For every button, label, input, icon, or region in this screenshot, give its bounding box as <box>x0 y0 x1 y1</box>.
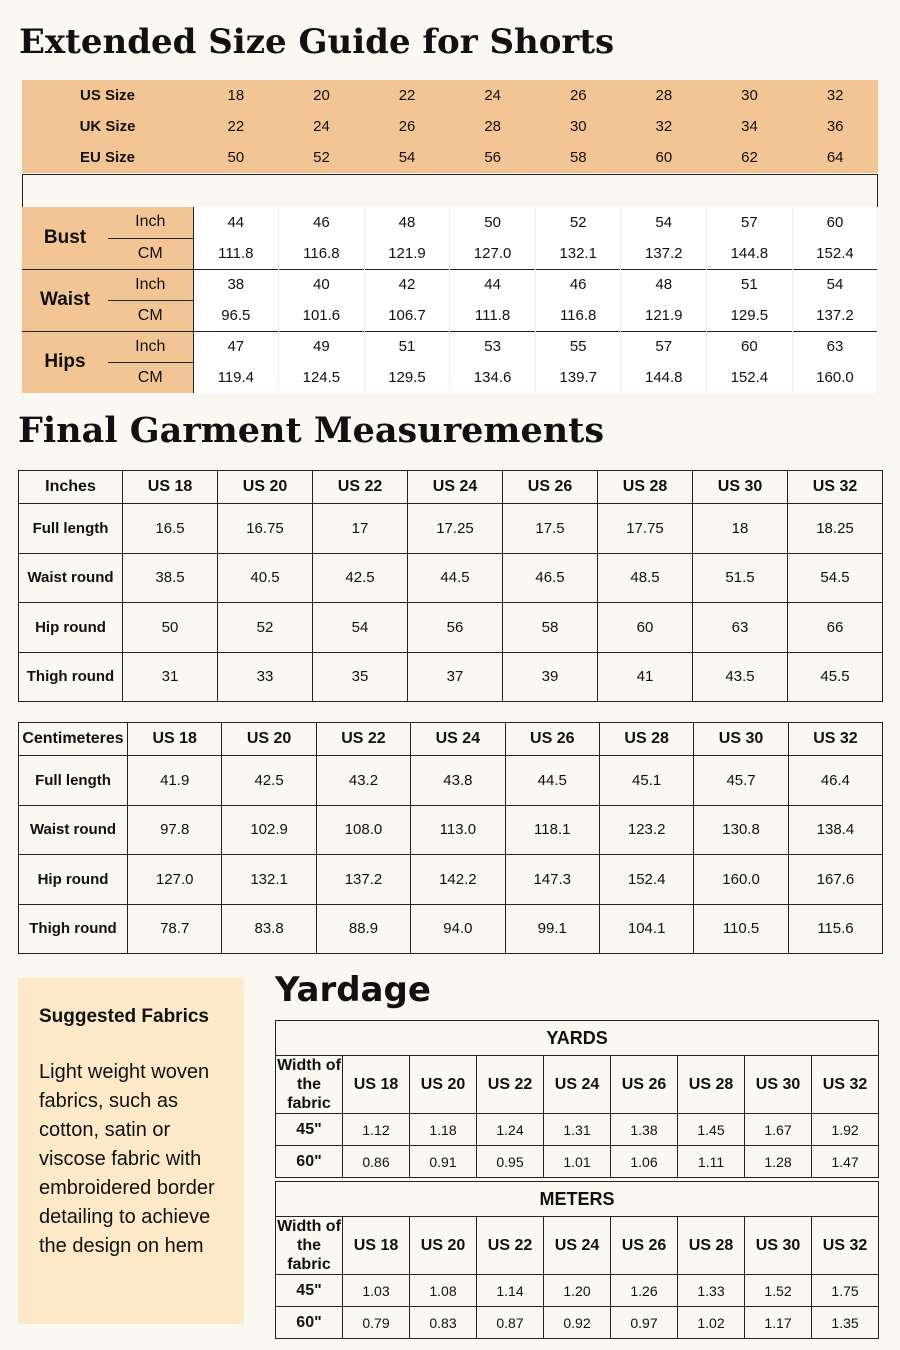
measurement-value: 52 <box>535 207 621 238</box>
size-header: US 30 <box>694 723 788 756</box>
table-cell: 1.06 <box>611 1146 678 1178</box>
size-header: US 28 <box>598 471 693 504</box>
width-label: Width of the fabric <box>277 1218 341 1273</box>
table-cell: 42.5 <box>222 756 316 806</box>
measurement-value: 152.4 <box>792 238 878 269</box>
measurement-value: 51 <box>364 331 450 362</box>
table-cell: 58 <box>503 603 598 653</box>
size-row-label: US Size <box>80 87 136 104</box>
table-cell: 160.0 <box>694 855 788 905</box>
table-row <box>276 1146 879 1178</box>
row-label: Full length <box>19 504 123 554</box>
table-cell: 113.0 <box>411 805 505 855</box>
table-cell: 1.01 <box>544 1146 611 1178</box>
measurement-row <box>22 269 878 300</box>
header-row <box>19 723 883 756</box>
table-cell: 110.5 <box>694 904 788 954</box>
measurement-value: 124.5 <box>279 362 365 393</box>
table-cell: 0.79 <box>343 1307 410 1339</box>
table-cell: 83.8 <box>222 904 316 954</box>
table-cell: 40.5 <box>218 553 313 603</box>
size-value: 26 <box>398 118 416 135</box>
table-cell: 1.52 <box>745 1275 812 1307</box>
measurement-value: 116.8 <box>279 238 365 269</box>
measurement-value: 60 <box>707 331 793 362</box>
table-cell: 0.83 <box>410 1307 477 1339</box>
table-cell: 1.67 <box>745 1114 812 1146</box>
size-header: US 30 <box>745 1056 812 1114</box>
size-header: US 30 <box>693 471 788 504</box>
measurement-row <box>22 362 878 393</box>
size-header: US 28 <box>599 723 693 756</box>
table-cell: 39 <box>503 652 598 702</box>
unit-label: CM <box>108 238 193 269</box>
table-cell: 33 <box>218 652 313 702</box>
table-cell: 132.1 <box>222 855 316 905</box>
table-cell: 94.0 <box>411 904 505 954</box>
row-label: 45" <box>276 1275 343 1307</box>
row-label: Thigh round <box>19 652 123 702</box>
measurement-value: 47 <box>193 331 279 362</box>
header-row <box>276 1056 879 1114</box>
table-cell: 137.2 <box>316 855 410 905</box>
measurement-value: 44 <box>450 269 536 300</box>
table-cell: 17.5 <box>503 504 598 554</box>
table-row <box>19 504 883 554</box>
measurement-value: 116.8 <box>535 300 621 331</box>
table-cell: 1.08 <box>410 1275 477 1307</box>
body-measurement-table <box>22 207 878 393</box>
measurement-value: 121.9 <box>621 300 707 331</box>
table-row <box>19 855 883 905</box>
table-title: YARDS <box>276 1021 879 1056</box>
garment-title: Final Garment Measurements <box>18 410 605 451</box>
size-header: US 26 <box>503 471 598 504</box>
row-label: 45" <box>276 1114 343 1146</box>
size-row <box>22 142 878 173</box>
unit-label: Inch <box>108 207 193 238</box>
size-header: US 32 <box>812 1056 879 1114</box>
measurement-value: 42 <box>364 269 450 300</box>
size-value: 22 <box>227 118 245 135</box>
measurement-value: 46 <box>535 269 621 300</box>
table-cell: 38.5 <box>123 553 218 603</box>
row-label: 60" <box>276 1307 343 1339</box>
measurement-value: 137.2 <box>621 238 707 269</box>
table-cell: 41.9 <box>128 756 222 806</box>
table-cell: 78.7 <box>128 904 222 954</box>
unit-label: CM <box>108 300 193 331</box>
table-cell: 1.11 <box>678 1146 745 1178</box>
table-cell: 118.1 <box>505 805 599 855</box>
measurement-value: 54 <box>621 207 707 238</box>
unit-label: Inch <box>108 269 193 300</box>
size-value: 32 <box>655 118 673 135</box>
table-row <box>276 1307 879 1339</box>
table-cell: 1.24 <box>477 1114 544 1146</box>
table-cell: 66 <box>788 603 883 653</box>
table-row <box>19 805 883 855</box>
size-header: US 18 <box>123 471 218 504</box>
row-label: Thigh round <box>19 904 128 954</box>
table-cell: 104.1 <box>599 904 693 954</box>
row-label: Full length <box>19 756 128 806</box>
measurement-value: 106.7 <box>364 300 450 331</box>
measurement-value: 60 <box>792 207 878 238</box>
table-cell: 45.7 <box>694 756 788 806</box>
size-conversion-table <box>22 80 878 173</box>
size-value: 28 <box>655 87 673 104</box>
row-label: Hip round <box>19 855 128 905</box>
size-value: 52 <box>313 149 330 166</box>
measurement-value: 134.6 <box>450 362 536 393</box>
measurement-value: 51 <box>707 269 793 300</box>
size-header: US 26 <box>611 1056 678 1114</box>
table-cell: 54 <box>313 603 408 653</box>
header-row <box>19 471 883 504</box>
size-header: US 32 <box>788 723 882 756</box>
table-cell: 1.20 <box>544 1275 611 1307</box>
measurement-value: 57 <box>707 207 793 238</box>
title-row <box>276 1182 879 1217</box>
table-cell: 1.14 <box>477 1275 544 1307</box>
measurement-value: 101.6 <box>279 300 365 331</box>
table-row <box>19 603 883 653</box>
table-cell: 18.25 <box>788 504 883 554</box>
table-row <box>276 1275 879 1307</box>
garment-cm-table <box>18 722 883 954</box>
measurement-value: 55 <box>535 331 621 362</box>
size-value: 24 <box>313 118 330 135</box>
table-cell: 44.5 <box>408 553 503 603</box>
table-cell: 1.35 <box>812 1307 879 1339</box>
garment-inches-table <box>18 470 883 702</box>
suggested-fabrics-box <box>18 978 244 1324</box>
size-value: 54 <box>398 149 416 166</box>
table-cell: 43.8 <box>411 756 505 806</box>
table-cell: 0.92 <box>544 1307 611 1339</box>
size-value: 60 <box>655 149 673 166</box>
size-guide-spacer <box>22 174 878 208</box>
table-title: METERS <box>276 1182 879 1217</box>
table-cell: 44.5 <box>505 756 599 806</box>
table-cell: 41 <box>598 652 693 702</box>
table-row <box>276 1114 879 1146</box>
measurement-value: 144.8 <box>621 362 707 393</box>
table-cell: 152.4 <box>599 855 693 905</box>
size-guide-title: Extended Size Guide for Shorts <box>19 22 615 62</box>
size-value: 22 <box>398 87 416 104</box>
fabrics-description: Light weight woven fabrics, such as cotton, satin or viscose fabric with embroidered border detailing to achieve the design on hem <box>39 1061 215 1257</box>
size-row <box>22 111 878 142</box>
header-row <box>276 1217 879 1275</box>
size-value: 26 <box>569 87 587 104</box>
measurement-value: 46 <box>279 207 365 238</box>
measurement-group-label: Waist <box>22 269 108 331</box>
measurement-group-label: Hips <box>22 331 108 393</box>
table-cell: 147.3 <box>505 855 599 905</box>
measurement-value: 129.5 <box>707 300 793 331</box>
measurement-row <box>22 331 878 362</box>
table-cell: 43.2 <box>316 756 410 806</box>
size-value: 30 <box>569 118 587 135</box>
size-value: 18 <box>227 87 245 104</box>
corner-label: Centimeteres <box>19 723 128 756</box>
table-cell: 31 <box>123 652 218 702</box>
measurement-value: 96.5 <box>193 300 279 331</box>
table-cell: 97.8 <box>128 805 222 855</box>
measurement-group-label: Bust <box>22 207 108 269</box>
table-cell: 167.6 <box>788 855 882 905</box>
measurement-value: 160.0 <box>792 362 878 393</box>
measurement-row <box>22 207 878 238</box>
size-header: US 24 <box>544 1217 611 1275</box>
table-cell: 115.6 <box>788 904 882 954</box>
size-value: 28 <box>484 118 502 135</box>
size-value: 30 <box>741 87 758 104</box>
table-cell: 51.5 <box>693 553 788 603</box>
size-header: US 18 <box>343 1056 410 1114</box>
table-cell: 127.0 <box>128 855 222 905</box>
table-cell: 99.1 <box>505 904 599 954</box>
measurement-value: 54 <box>792 269 878 300</box>
size-header: US 30 <box>745 1217 812 1275</box>
size-header: US 26 <box>505 723 599 756</box>
size-header: US 24 <box>544 1056 611 1114</box>
table-cell: 108.0 <box>316 805 410 855</box>
size-value: 58 <box>569 149 587 166</box>
table-cell: 37 <box>408 652 503 702</box>
table-row <box>19 553 883 603</box>
size-value: 36 <box>826 118 844 135</box>
size-value: 34 <box>741 118 758 135</box>
measurement-value: 137.2 <box>792 300 878 331</box>
measurement-row <box>22 300 878 331</box>
size-header: US 22 <box>477 1217 544 1275</box>
measurement-value: 121.9 <box>364 238 450 269</box>
table-cell: 60 <box>598 603 693 653</box>
table-cell: 1.75 <box>812 1275 879 1307</box>
table-cell: 63 <box>693 603 788 653</box>
size-header: US 24 <box>411 723 505 756</box>
measurement-value: 48 <box>364 207 450 238</box>
table-cell: 1.18 <box>410 1114 477 1146</box>
measurement-value: 48 <box>621 269 707 300</box>
measurement-value: 139.7 <box>535 362 621 393</box>
title-row <box>276 1021 879 1056</box>
table-cell: 0.87 <box>477 1307 544 1339</box>
measurement-value: 50 <box>450 207 536 238</box>
measurement-value: 129.5 <box>364 362 450 393</box>
table-cell: 45.5 <box>788 652 883 702</box>
measurement-value: 127.0 <box>450 238 536 269</box>
table-cell: 1.03 <box>343 1275 410 1307</box>
size-row <box>22 80 878 111</box>
size-value: 64 <box>826 149 844 166</box>
table-cell: 1.28 <box>745 1146 812 1178</box>
size-header: US 26 <box>611 1217 678 1275</box>
table-cell: 50 <box>123 603 218 653</box>
table-cell: 1.47 <box>812 1146 879 1178</box>
corner-label: Inches <box>19 471 123 504</box>
table-row <box>19 652 883 702</box>
table-cell: 1.92 <box>812 1114 879 1146</box>
table-cell: 52 <box>218 603 313 653</box>
table-row <box>19 756 883 806</box>
row-label: Hip round <box>19 603 123 653</box>
measurement-value: 53 <box>450 331 536 362</box>
table-cell: 0.91 <box>410 1146 477 1178</box>
table-cell: 46.5 <box>503 553 598 603</box>
size-header: US 28 <box>678 1056 745 1114</box>
unit-label: CM <box>108 362 193 393</box>
measurement-value: 132.1 <box>535 238 621 269</box>
table-cell: 138.4 <box>788 805 882 855</box>
yardage-title: Yardage <box>275 970 431 1010</box>
table-cell: 54.5 <box>788 553 883 603</box>
table-cell: 17 <box>313 504 408 554</box>
measurement-row <box>22 238 878 269</box>
size-value: 24 <box>484 87 502 104</box>
table-cell: 17.75 <box>598 504 693 554</box>
table-cell: 1.12 <box>343 1114 410 1146</box>
unit-label: Inch <box>108 331 193 362</box>
row-label: Waist round <box>19 805 128 855</box>
measurement-value: 111.8 <box>193 238 279 269</box>
table-row <box>19 904 883 954</box>
size-header: US 22 <box>316 723 410 756</box>
measurement-value: 152.4 <box>707 362 793 393</box>
width-label: Width of the fabric <box>277 1057 341 1112</box>
size-row-label: EU Size <box>80 149 136 166</box>
measurement-value: 44 <box>193 207 279 238</box>
size-header: US 20 <box>410 1217 477 1275</box>
measurement-value: 40 <box>279 269 365 300</box>
size-header: US 22 <box>313 471 408 504</box>
measurement-value: 49 <box>279 331 365 362</box>
size-header: US 28 <box>678 1217 745 1275</box>
fabrics-title: Suggested Fabrics <box>39 1006 209 1027</box>
table-cell: 0.86 <box>343 1146 410 1178</box>
table-cell: 48.5 <box>598 553 693 603</box>
row-label: Waist round <box>19 553 123 603</box>
size-value: 62 <box>741 149 758 166</box>
table-cell: 56 <box>408 603 503 653</box>
table-cell: 18 <box>693 504 788 554</box>
table-cell: 1.38 <box>611 1114 678 1146</box>
table-cell: 1.02 <box>678 1307 745 1339</box>
table-cell: 1.45 <box>678 1114 745 1146</box>
table-cell: 42.5 <box>313 553 408 603</box>
table-cell: 1.26 <box>611 1275 678 1307</box>
size-value: 20 <box>313 87 330 104</box>
table-cell: 43.5 <box>693 652 788 702</box>
size-header: US 24 <box>408 471 503 504</box>
yards-table <box>275 1020 879 1178</box>
table-cell: 123.2 <box>599 805 693 855</box>
size-header: US 20 <box>222 723 316 756</box>
size-value: 50 <box>227 149 245 166</box>
table-cell: 1.33 <box>678 1275 745 1307</box>
table-cell: 1.31 <box>544 1114 611 1146</box>
measurement-value: 63 <box>792 331 878 362</box>
table-cell: 0.95 <box>477 1146 544 1178</box>
meters-table <box>275 1181 879 1339</box>
table-cell: 130.8 <box>694 805 788 855</box>
table-cell: 45.1 <box>599 756 693 806</box>
table-cell: 0.97 <box>611 1307 678 1339</box>
table-cell: 17.25 <box>408 504 503 554</box>
table-cell: 16.5 <box>123 504 218 554</box>
size-header: US 32 <box>788 471 883 504</box>
size-header: US 20 <box>410 1056 477 1114</box>
size-header: US 18 <box>343 1217 410 1275</box>
measurement-value: 119.4 <box>193 362 279 393</box>
size-header: US 20 <box>218 471 313 504</box>
row-label: 60" <box>276 1146 343 1178</box>
table-cell: 1.17 <box>745 1307 812 1339</box>
size-value: 56 <box>484 149 502 166</box>
table-cell: 142.2 <box>411 855 505 905</box>
size-header: US 18 <box>128 723 222 756</box>
table-cell: 35 <box>313 652 408 702</box>
size-header: US 22 <box>477 1056 544 1114</box>
table-cell: 88.9 <box>316 904 410 954</box>
table-cell: 46.4 <box>788 756 882 806</box>
table-cell: 16.75 <box>218 504 313 554</box>
table-cell: 102.9 <box>222 805 316 855</box>
measurement-value: 38 <box>193 269 279 300</box>
size-value: 32 <box>826 87 844 104</box>
measurement-value: 144.8 <box>707 238 793 269</box>
measurement-value: 57 <box>621 331 707 362</box>
measurement-value: 111.8 <box>450 300 536 331</box>
size-row-label: UK Size <box>79 118 136 135</box>
size-header: US 32 <box>812 1217 879 1275</box>
